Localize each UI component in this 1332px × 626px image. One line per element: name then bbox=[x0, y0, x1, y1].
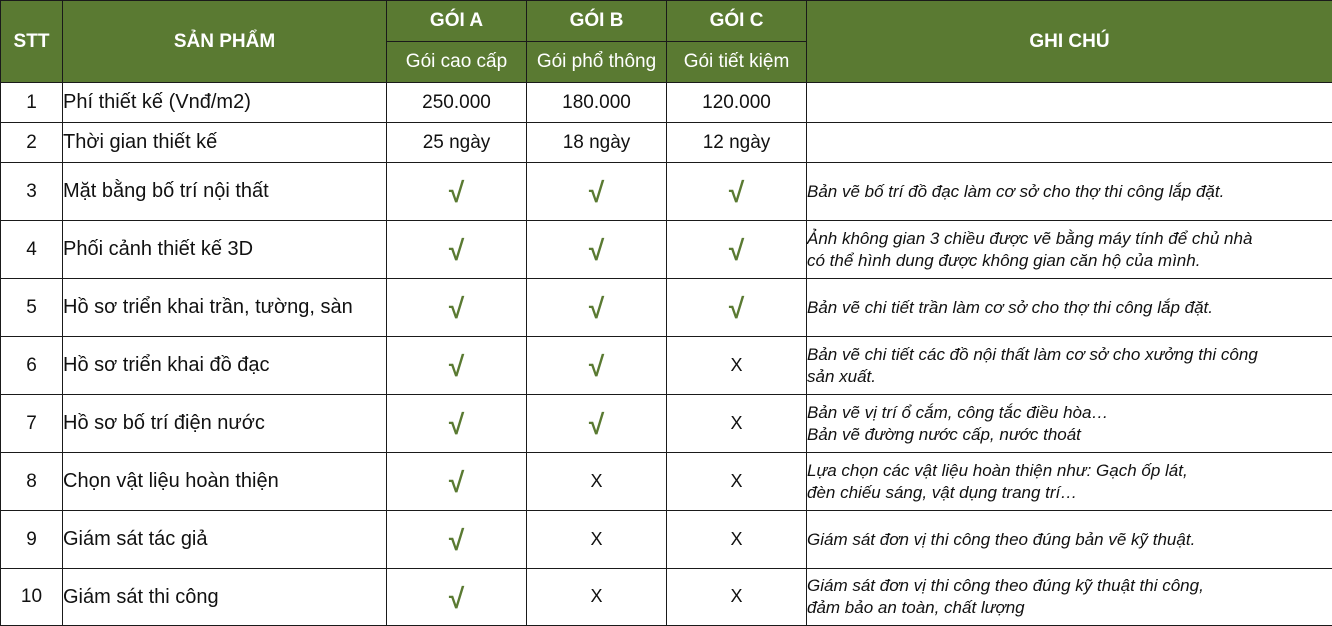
note-cell bbox=[807, 83, 1332, 123]
package-c-value: 12 ngày bbox=[702, 131, 771, 153]
cross-icon: X bbox=[590, 470, 603, 491]
package-c-cell bbox=[667, 453, 807, 511]
product-name: Phí thiết kế (Vnđ/m2) bbox=[63, 83, 387, 123]
package-a-cell bbox=[387, 123, 527, 163]
check-icon: √ bbox=[448, 351, 465, 382]
row-number: 4 bbox=[1, 221, 63, 279]
package-a-cell bbox=[387, 163, 527, 221]
package-b-cell bbox=[527, 221, 667, 279]
header-note: GHI CHÚ bbox=[807, 1, 1332, 83]
note-cell bbox=[807, 123, 1332, 163]
package-a-cell bbox=[387, 221, 527, 279]
table-row bbox=[1, 163, 1332, 221]
row-number: 9 bbox=[1, 511, 63, 569]
row-number: 3 bbox=[1, 163, 63, 221]
check-icon: √ bbox=[448, 525, 465, 556]
product-name: Mặt bằng bố trí nội thất bbox=[63, 163, 387, 221]
table-row bbox=[1, 453, 1332, 511]
note-line: Giám sát đơn vị thi công theo đúng kỹ thuật thi công, bbox=[807, 576, 1204, 595]
note-line: Bản vẽ vị trí ổ cắm, công tắc điều hòa… bbox=[807, 402, 1109, 422]
package-a-cell bbox=[387, 511, 527, 569]
table-row bbox=[1, 395, 1332, 453]
check-icon: √ bbox=[588, 409, 605, 440]
check-icon: √ bbox=[728, 293, 745, 324]
product-name: Hồ sơ bố trí điện nước bbox=[63, 395, 387, 453]
table-row bbox=[1, 83, 1332, 123]
note-line: Bản vẽ chi tiết các đồ nội thất làm cơ sở cho xưởng thi công bbox=[807, 344, 1258, 364]
note-cell bbox=[807, 337, 1332, 395]
subheader-package-c: Gói tiết kiệm bbox=[667, 42, 807, 83]
package-c-value: 120.000 bbox=[702, 91, 771, 113]
check-icon: √ bbox=[588, 293, 605, 324]
product-name: Phối cảnh thiết kế 3D bbox=[63, 221, 387, 279]
row-number: 10 bbox=[1, 569, 63, 626]
package-a-cell bbox=[387, 279, 527, 337]
header-product: SẢN PHẨM bbox=[63, 1, 387, 83]
package-b-cell bbox=[527, 123, 667, 163]
header-row bbox=[1, 1, 1332, 42]
package-b-cell bbox=[527, 279, 667, 337]
header-package-b: GÓI B bbox=[527, 1, 667, 42]
note-line: có thể hình dung được không gian căn hộ của mình. bbox=[807, 250, 1201, 270]
package-b-cell bbox=[527, 511, 667, 569]
cross-icon: X bbox=[730, 586, 743, 606]
check-icon: √ bbox=[448, 467, 465, 498]
cross-icon: X bbox=[730, 354, 743, 375]
note-line: Ảnh không gian 3 chiều được vẽ bằng máy tính để chủ nhà bbox=[807, 228, 1253, 248]
package-b-cell bbox=[527, 569, 667, 626]
package-c-cell bbox=[667, 163, 807, 221]
package-b-cell bbox=[527, 337, 667, 395]
note-line: Bản vẽ đường nước cấp, nước thoát bbox=[807, 424, 1081, 444]
note-line: Giám sát đơn vị thi công theo đúng bản vẽ kỹ thuật. bbox=[807, 529, 1196, 549]
package-c-cell bbox=[667, 511, 807, 569]
note-cell bbox=[807, 569, 1332, 626]
note-cell bbox=[807, 221, 1332, 279]
check-icon: √ bbox=[448, 409, 465, 440]
note-cell bbox=[807, 163, 1332, 221]
row-number: 6 bbox=[1, 337, 63, 395]
package-a-cell bbox=[387, 395, 527, 453]
package-a-cell bbox=[387, 453, 527, 511]
check-icon: √ bbox=[728, 235, 745, 266]
product-name: Chọn vật liệu hoàn thiện bbox=[63, 453, 387, 511]
package-b-cell bbox=[527, 83, 667, 123]
cross-icon: X bbox=[590, 528, 603, 549]
subheader-package-a: Gói cao cấp bbox=[387, 42, 527, 83]
note-line: sản xuất. bbox=[807, 366, 876, 386]
note-line: Bản vẽ bố trí đồ đạc làm cơ sở cho thợ thi công lắp đặt. bbox=[807, 181, 1225, 201]
package-a-value: 250.000 bbox=[422, 91, 491, 113]
package-c-cell bbox=[667, 279, 807, 337]
product-name: Giám sát thi công bbox=[63, 569, 387, 626]
cross-icon: X bbox=[730, 470, 743, 491]
row-number: 1 bbox=[1, 83, 63, 123]
check-icon: √ bbox=[448, 582, 465, 614]
package-b-cell bbox=[527, 163, 667, 221]
table-row bbox=[1, 569, 1332, 626]
note-line: đèn chiếu sáng, vật dụng trang trí… bbox=[807, 482, 1078, 502]
row-number: 5 bbox=[1, 279, 63, 337]
package-b-cell bbox=[527, 395, 667, 453]
row-number: 7 bbox=[1, 395, 63, 453]
package-c-cell bbox=[667, 221, 807, 279]
package-c-cell bbox=[667, 395, 807, 453]
cross-icon: X bbox=[730, 412, 743, 433]
table-row bbox=[1, 221, 1332, 279]
check-icon: √ bbox=[448, 177, 465, 208]
header-package-c: GÓI C bbox=[667, 1, 807, 42]
table-row bbox=[1, 123, 1332, 163]
package-c-cell bbox=[667, 123, 807, 163]
check-icon: √ bbox=[728, 177, 745, 208]
note-cell bbox=[807, 453, 1332, 511]
note-line: Bản vẽ chi tiết trần làm cơ sở cho thợ thi công lắp đặt. bbox=[807, 297, 1213, 317]
note-cell bbox=[807, 511, 1332, 569]
header-package-a: GÓI A bbox=[387, 1, 527, 42]
table-body bbox=[1, 83, 1332, 626]
product-name: Giám sát tác giả bbox=[63, 511, 387, 569]
row-number: 2 bbox=[1, 123, 63, 163]
table-row bbox=[1, 337, 1332, 395]
cross-icon: X bbox=[590, 586, 603, 606]
package-b-cell bbox=[527, 453, 667, 511]
note-cell bbox=[807, 395, 1332, 453]
header-stt: STT bbox=[1, 1, 63, 83]
package-b-value: 180.000 bbox=[562, 91, 631, 113]
note-line: Lựa chọn các vật liệu hoàn thiện như: Gạch ốp lát, bbox=[807, 460, 1188, 480]
package-a-cell bbox=[387, 569, 527, 626]
package-c-cell bbox=[667, 337, 807, 395]
package-b-value: 18 ngày bbox=[562, 131, 631, 153]
product-name: Thời gian thiết kế bbox=[63, 123, 387, 163]
package-c-cell bbox=[667, 569, 807, 626]
table-row bbox=[1, 279, 1332, 337]
cross-icon: X bbox=[730, 528, 743, 549]
check-icon: √ bbox=[448, 235, 465, 266]
package-a-cell bbox=[387, 337, 527, 395]
check-icon: √ bbox=[588, 177, 605, 208]
product-name: Hồ sơ triển khai trần, tường, sàn bbox=[63, 279, 387, 337]
note-line: đảm bảo an toàn, chất lượng bbox=[807, 598, 1025, 617]
table-row bbox=[1, 511, 1332, 569]
subheader-package-b: Gói phổ thông bbox=[527, 42, 667, 83]
package-c-cell bbox=[667, 83, 807, 123]
package-a-value: 25 ngày bbox=[422, 131, 491, 153]
check-icon: √ bbox=[588, 351, 605, 382]
note-cell bbox=[807, 279, 1332, 337]
product-name: Hồ sơ triển khai đồ đạc bbox=[63, 337, 387, 395]
check-icon: √ bbox=[588, 235, 605, 266]
package-a-cell bbox=[387, 83, 527, 123]
row-number: 8 bbox=[1, 453, 63, 511]
check-icon: √ bbox=[448, 293, 465, 324]
